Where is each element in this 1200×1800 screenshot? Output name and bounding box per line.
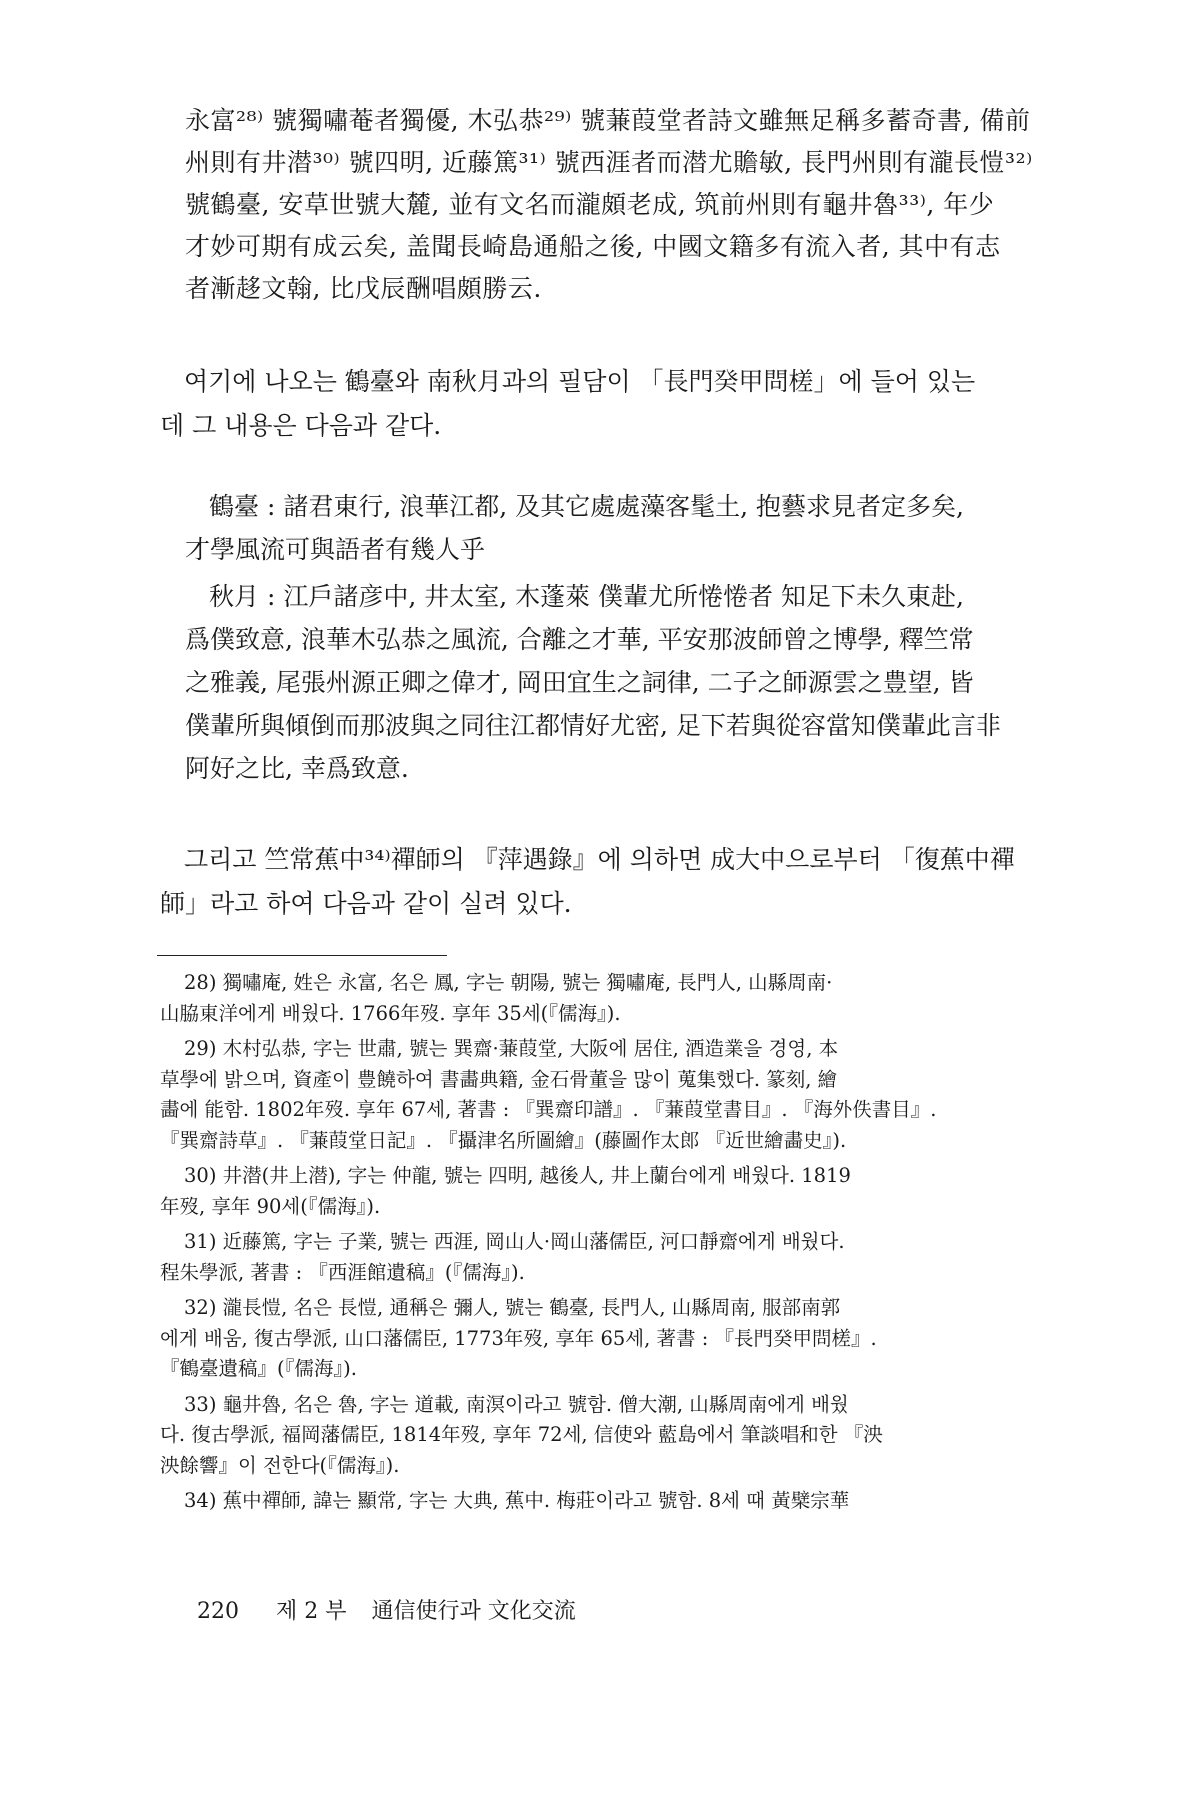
- quoted-passage: [185, 100, 1065, 310]
- footnote-line: 34) 蕉中禪師, 諱는 顯常, 字는 大典, 蕉中. 梅莊이라고 號함. 8세 때 黃檗宗華: [184, 1489, 850, 1512]
- footnote-line: 29) 木村弘恭, 字는 世肅, 號는 巽齋·蒹葭堂, 大阪에 居住, 酒造業을 경영, 本: [184, 1037, 839, 1060]
- footnote-line: 28) 獨嘯庵, 姓은 永富, 名은 鳳, 字는 朝陽, 號는 獨嘯庵, 長門人, 山縣周南·: [184, 971, 833, 994]
- text-line: 才學風流可與語者有幾人乎: [185, 535, 486, 564]
- footnote-31: [160, 1227, 1070, 1288]
- footnote-line: 草學에 밝으며, 資產이 豊饒하여 書畵典籍, 金石骨董을 많이 蒐集했다. 篆刻, 繪: [160, 1067, 838, 1091]
- part-label: 제 2 부: [276, 1599, 347, 1624]
- footnote-34: [160, 1486, 1070, 1517]
- text-line: 그리고 竺常蕉中³⁴⁾禪師의 『萍遇錄』에 의하면 成大中으로부터 「復蕉中禪: [184, 845, 1015, 874]
- text-line: 永富²⁸⁾ 號獨嘯菴者獨優, 木弘恭²⁹⁾ 號蒹葭堂者詩文雖無足稱多蓄奇書, 備前: [185, 106, 1031, 135]
- running-title: 通信使行과 文化交流: [371, 1599, 576, 1624]
- speaker-line: 秋月 : 江戶諸彦中, 井太室, 木蓬萊 僕輩尤所惓惓者 知足下未久東赴,: [209, 582, 964, 611]
- footnote-29: [160, 1034, 1070, 1156]
- text-line: 才妙可期有成云矣, 盖聞長崎島通船之後, 中國文籍多有流入者, 其中有志: [185, 232, 1001, 261]
- footnote-line: 山脇東洋에게 배웠다. 1766年歿. 享年 35세(『儒海』).: [160, 1001, 621, 1025]
- page-number: 220: [197, 1599, 239, 1624]
- text-line: 號鶴臺, 安草世號大麓, 並有文名而瀧頗老成, 筑前州則有龜井魯³³⁾, 年少: [185, 190, 995, 219]
- page-footer: [197, 1597, 576, 1627]
- text-line: 爲僕致意, 浪華木弘恭之風流, 合離之才華, 平安那波師曾之博學, 釋竺常: [185, 625, 974, 654]
- footnote-line: 30) 井潜(井上潜), 字는 仲龍, 號는 四明, 越後人, 井上蘭台에게 배웠다. 1819: [184, 1164, 851, 1187]
- footnote-line: 31) 近藤篤, 字는 子業, 號는 西涯, 岡山人·岡山藩儒臣, 河口靜齋에게 배웠다.: [184, 1230, 845, 1253]
- footnote-28: [160, 968, 1070, 1029]
- footnote-line: 다. 復古學派, 福岡藩儒臣, 1814年歿, 享年 72세, 信使와 藍島에서 筆談唱和한 『泱: [160, 1423, 883, 1446]
- speaker-line: 鶴臺 : 諸君東行, 浪華江都, 及其它處處藻客髦土, 抱藝求見者定多矣,: [209, 492, 964, 521]
- text-line: 阿好之比, 幸爲致意.: [185, 754, 409, 783]
- text-line: 데 그 내용은 다음과 같다.: [160, 411, 442, 440]
- text-line: 之雅義, 尾張州源正卿之偉才, 岡田宜生之詞律, 二子之師源雲之豊望, 皆: [185, 668, 974, 697]
- footnote-divider: [157, 955, 447, 956]
- footnote-line: 程朱學派, 著書 : 『西涯館遺稿』(『儒海』).: [160, 1260, 525, 1284]
- footnotes: [160, 968, 1070, 1522]
- body-paragraph: [160, 838, 1065, 926]
- text-line: 師」라고 하여 다음과 같이 실려 있다.: [160, 889, 572, 918]
- footnote-line: 32) 瀧長愷, 名은 長愷, 通稱은 彌人, 號는 鶴臺, 長門人, 山縣周南, 服部南郭: [184, 1296, 841, 1319]
- text-line: 州則有井潜³⁰⁾ 號四明, 近藤篤³¹⁾ 號西涯者而潜尤贍敏, 長門州則有瀧長愷³²⁾: [185, 148, 1033, 177]
- footnote-line: 泱餘響』이 전한다(『儒海』).: [160, 1453, 400, 1477]
- body-paragraph: [160, 360, 1065, 448]
- footnote-line: 『巽齋詩草』. 『蒹葭堂日記』. 『攝津名所圖繪』(藤圖作太郎 『近世繪畵史』).: [160, 1128, 847, 1152]
- footnote-line: 年歿, 享年 90세(『儒海』).: [160, 1194, 381, 1218]
- footnote-line: 畵에 能함. 1802年歿. 享年 67세, 著書 : 『巽齋印譜』. 『蒹葭堂書目』. 『海外佚書目』.: [160, 1098, 937, 1121]
- footnote-line: 에게 배움, 復古學派, 山口藩儒臣, 1773年歿, 享年 65세, 著書 : 『長門癸甲問槎』.: [160, 1326, 877, 1350]
- footnote-line: 『鶴臺遺稿』(『儒海』).: [160, 1357, 357, 1380]
- text-line: 여기에 나오는 鶴臺와 南秋月과의 필담이 「長門癸甲問槎」에 들어 있는: [184, 367, 976, 396]
- text-line: 者漸趍文翰, 比戊辰酬唱頗勝云.: [185, 274, 542, 303]
- footnote-line: 33) 龜井魯, 名은 魯, 字는 道載, 南溟이라고 號함. 僧大潮, 山縣周南에게 배웠: [184, 1392, 849, 1416]
- brush-talk-dialogue: [185, 485, 1065, 790]
- footnote-30: [160, 1161, 1070, 1222]
- text-line: 僕輩所與傾倒而那波與之同往江都情好尤密, 足下若與從容當知僕輩此言非: [185, 711, 1001, 740]
- footnote-32: [160, 1293, 1070, 1385]
- footnote-33: [160, 1390, 1070, 1482]
